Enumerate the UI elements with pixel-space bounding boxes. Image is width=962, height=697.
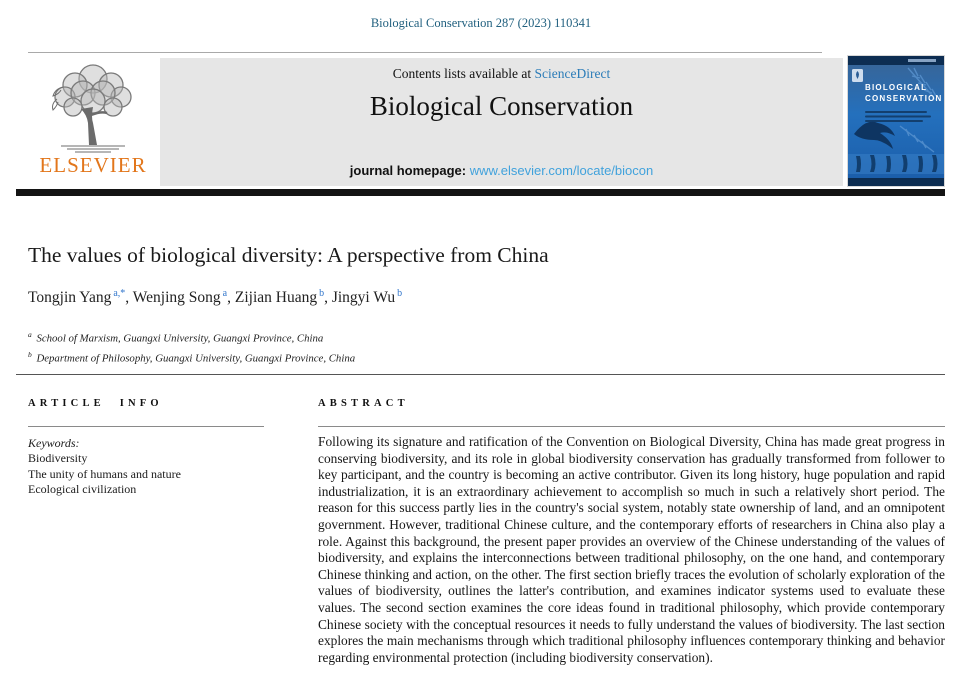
affiliation: $^a$ School of Marxism, Guangxi University, Guangxi Province, China [28, 330, 324, 345]
journal-cover-thumbnail[interactable] [848, 56, 944, 186]
article-title: The values of biological diversity: A perspective from China [28, 243, 549, 267]
top-divider-line [28, 52, 822, 53]
elsevier-logo [26, 57, 160, 185]
keyword-item: Ecological civilization [28, 482, 137, 496]
author: Zijian Huang $^b$, [234, 288, 332, 307]
abstract-text: Following its signature and ratification of the Convention on Biological Diversity, China has made great progress in conserving biodiversity, and its role in global biodiversity conservation has gradually transformed from follower to key participant, and the country is becoming an active contributor. Given its long history, huge population and rapid industrialization, it is an extraordinary achievement to accomplish so much in such a relatively short period. The reason for this success partly lies in the country's social system, notably state ownership of land, and an omnipotent government. However, traditional Chinese culture, and the contemporary efforts of researchers in China also play a role. Against this background, the present paper provides an overview of the Chinese understanding of the values of biodiversity, and explains the interconnections between traditional philosophy, on the one hand, and contemporary Chinese thinking and action, on the other. The first section briefly traces the evolution of scholarly exploration of the values of biodiversity, outlines the latter's contribution, and examines indicator systems used to evaluate these values. The second section examines the core ideas found in traditional philosophy, which provide contemporary Chinese society with the conceptual resources it needs to fully understand the values of biodiversity. The last section explores the main mechanisms through which traditional philosophy influences contemporary thinking and behavior regarding environmental protection (including biodiversity conservation). [318, 434, 945, 665]
author-superscript: a,* [113, 288, 126, 299]
author-superscript: a [222, 288, 228, 299]
author: Jingyi Wu $^b$ [331, 288, 403, 307]
author: Tongjin Yang $^{a,*}$, [28, 288, 133, 307]
sciencedirect-link[interactable]: ScienceDirect [534, 66, 611, 81]
abstract-heading: ABSTRACT [318, 398, 409, 409]
cover-art [848, 56, 944, 186]
section-divider-line [16, 374, 945, 375]
article-info-rule [28, 426, 264, 427]
keyword-item: The unity of humans and nature [28, 466, 181, 481]
elsevier-tree-icon [43, 57, 143, 153]
contents-prefix: Contents lists available at [392, 66, 535, 81]
cover-title-line2: CONSERVATION [865, 94, 943, 103]
author-superscript: b [397, 288, 403, 299]
cover-title-line1: BIOLOGICAL [865, 83, 928, 92]
author-superscript: b [319, 288, 325, 299]
elsevier-wordmark: ELSEVIER [39, 153, 147, 177]
article-info-heading: ARTICLE INFO [28, 398, 163, 409]
author-list [28, 288, 928, 307]
keywords-label: Keywords: [28, 436, 80, 450]
homepage-prefix: journal homepage: [349, 163, 470, 178]
abstract-rule [318, 426, 945, 427]
article-info-column [28, 398, 264, 498]
keyword-item: Biodiversity [28, 451, 88, 465]
journal-title: Biological Conservation [369, 91, 634, 121]
homepage-url-link[interactable]: www.elsevier.com/locate/biocon [469, 163, 654, 178]
journal-citation: Biological Conservation 287 (2023) 110341 [370, 16, 592, 30]
affiliation-list [28, 327, 928, 367]
abstract-column [318, 398, 945, 666]
affiliation: $^b$ Department of Philosophy, Guangxi University, Guangxi Province, China [28, 350, 356, 365]
journal-banner [160, 58, 843, 186]
cover-journal-title [865, 82, 943, 104]
contents-line [160, 66, 843, 82]
keyword-list [28, 451, 264, 498]
header-black-bar [16, 189, 945, 196]
author: Wenjing Song $^a$, [132, 288, 235, 307]
homepage-line [160, 163, 843, 178]
